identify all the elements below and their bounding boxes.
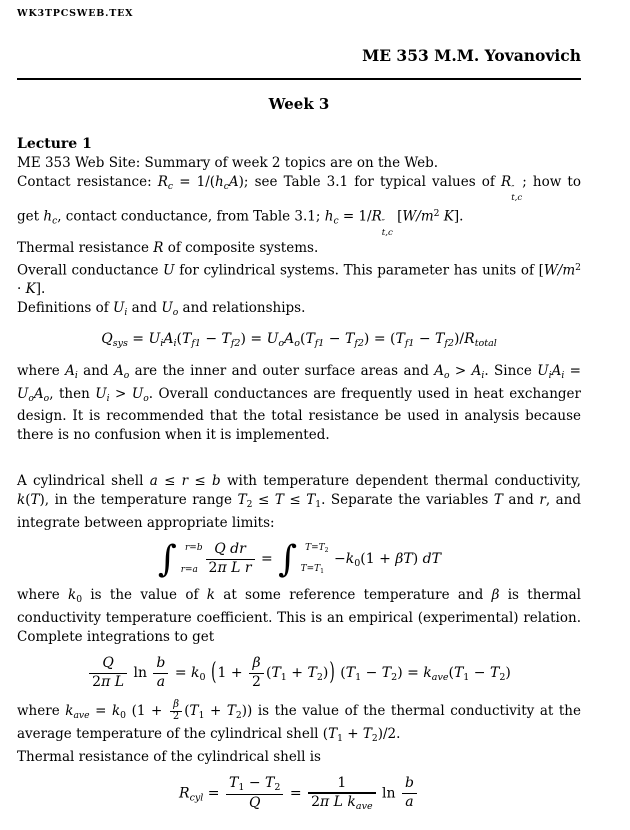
fraction	[249, 655, 264, 691]
text-run: −	[469, 665, 490, 682]
text-run: )	[412, 551, 423, 568]
superscript: 2	[575, 261, 581, 273]
paragraph-where-areas	[17, 362, 581, 446]
math-variable: U	[95, 385, 107, 402]
text-run: =	[256, 551, 278, 568]
text-run: −	[324, 331, 345, 348]
subscript: f2	[444, 337, 454, 349]
text-run: >	[109, 385, 132, 402]
math-variable: π L k	[320, 793, 356, 810]
text-run: )	[322, 665, 329, 682]
paragraph-web-site	[17, 154, 581, 173]
big-paren: (	[211, 658, 217, 687]
subscript: 1	[320, 567, 325, 575]
text-run: . Overall conductances are frequently used in heat exchanger design. It is recommended that the total resistance be used in analysis because there is no confusion when it is implemented.	[17, 385, 581, 444]
math-variable: T	[228, 774, 239, 791]
math-variable: T	[271, 665, 281, 682]
superscript: 2	[433, 208, 440, 220]
math-variable: W/m	[402, 208, 434, 225]
math-variable: T	[181, 331, 192, 348]
math-variable: t,c	[511, 193, 523, 204]
subscript: i	[481, 369, 485, 381]
math-variable: T	[328, 726, 338, 743]
math-variable: A	[65, 362, 75, 379]
integral-icon: ∫	[278, 536, 298, 580]
subscript: i	[74, 369, 78, 381]
math-variable: R	[179, 785, 190, 802]
filename-watermark: WK3TPCSWEB.TEX	[17, 8, 134, 19]
math-variable: T	[345, 331, 355, 348]
text-run: >	[449, 362, 472, 379]
text-run: =	[127, 331, 149, 348]
subscript: f2	[230, 337, 241, 349]
text-run: ≤	[283, 492, 307, 509]
fraction-numerator	[334, 775, 349, 793]
math-variable: a	[405, 794, 414, 811]
text-run: ≤	[157, 473, 182, 490]
course-author-header: ME 353 M.M. Yovanovich	[362, 46, 581, 65]
text-run: . Separate the variables	[321, 492, 494, 509]
text-run: where	[17, 587, 68, 604]
subscript: c	[167, 180, 174, 192]
math-variable: T	[381, 665, 392, 682]
math-variable: r	[539, 492, 546, 509]
fraction-denominator	[154, 674, 168, 692]
text-run: ; how to get	[17, 174, 581, 225]
subscript: sys	[112, 337, 128, 349]
text-run: 2	[172, 711, 180, 723]
math-variable: r	[185, 543, 190, 554]
integral-lower-limit	[296, 565, 328, 575]
math-variable: h	[215, 174, 224, 190]
text-run: where	[17, 362, 66, 379]
math-variable: Q dr	[214, 541, 246, 558]
subscript: 2	[371, 732, 378, 744]
text-run: )/	[453, 331, 465, 348]
subscript: i	[173, 337, 177, 349]
integral-icon: ∫	[158, 536, 178, 580]
text-run: Thermal resistance of the cylindrical shell is	[17, 748, 321, 765]
math-variable: U	[266, 331, 279, 348]
text-run: =	[306, 563, 315, 574]
math-variable: a	[149, 473, 158, 490]
text-run: ·	[17, 281, 26, 298]
math-variable: β	[491, 587, 500, 604]
math-variable: T	[226, 703, 236, 720]
fraction-denominator	[249, 674, 264, 692]
text-run: and	[502, 492, 540, 509]
equation-rcyl	[17, 775, 581, 812]
subscript: ave	[73, 710, 90, 722]
subscript: o	[294, 337, 300, 349]
math-variable: U	[17, 385, 29, 402]
text-run: of composite systems.	[163, 239, 319, 256]
subscript: 2	[274, 781, 281, 793]
text-run: −	[361, 665, 382, 682]
text-run: (1 +	[360, 551, 396, 568]
subscript: ave	[355, 800, 373, 812]
math-variable: R	[153, 239, 164, 256]
math-variable: k	[423, 665, 432, 682]
text-run: Definitions of	[17, 300, 114, 317]
text-run: (1 +	[126, 703, 168, 720]
math-variable: h	[324, 208, 334, 225]
subscript: 1	[280, 672, 287, 684]
text-run: (	[335, 665, 346, 682]
text-run: +	[286, 665, 308, 682]
subscript: total	[474, 337, 497, 349]
text-run: with temperature dependent thermal conductivity,	[220, 473, 581, 490]
math-variable: k	[65, 703, 74, 720]
math-variable: T	[306, 492, 316, 509]
header-rule	[17, 78, 581, 80]
text-run: [	[392, 208, 403, 225]
subscript: i	[160, 337, 164, 349]
fraction-numerator	[153, 655, 168, 673]
math-variable: A	[163, 331, 174, 348]
math-variable: T	[318, 543, 325, 554]
subscript: 2	[499, 672, 506, 684]
math-variable: k	[345, 551, 355, 568]
text-run: −	[329, 551, 346, 568]
paragraph-definitions	[17, 299, 581, 322]
math-variable: r	[180, 564, 185, 575]
math-variable: π L	[101, 673, 125, 690]
math-variable: U	[163, 262, 175, 279]
fraction-numerator	[402, 775, 417, 793]
math-variable: U	[113, 300, 125, 317]
text-run: = 1/(	[173, 174, 216, 190]
math-variable: t,c	[381, 228, 393, 239]
subscript: 2	[316, 672, 323, 684]
integral-lower-limit	[176, 566, 203, 575]
math-variable: T	[274, 492, 284, 509]
fraction	[206, 541, 255, 577]
math-variable: T	[395, 331, 405, 348]
text-run: (	[299, 331, 306, 348]
subscript: f1	[314, 337, 325, 349]
math-variable: T	[305, 543, 312, 554]
math-variable: β	[173, 699, 179, 711]
fraction-numerator	[211, 541, 249, 559]
text-run: ″	[381, 218, 386, 229]
text-run: and relationships.	[178, 300, 306, 317]
subscript: o	[143, 392, 149, 404]
math-variable: a	[156, 673, 166, 690]
text-run: . Since	[484, 362, 538, 379]
text-run: )	[505, 665, 511, 682]
fraction-denominator	[206, 560, 255, 578]
math-variable: T	[489, 665, 500, 682]
text-run: Overall conductance	[17, 262, 164, 279]
math-variable: A	[113, 362, 124, 379]
subscript: 2	[235, 710, 242, 722]
math-variable: R	[464, 331, 475, 348]
math-variable: T	[345, 665, 356, 682]
math-variable: A	[434, 362, 444, 379]
text-run: 1 +	[217, 665, 248, 682]
subscript: 2	[324, 546, 329, 554]
fraction-denominator	[170, 712, 182, 723]
fraction-denominator	[402, 794, 416, 812]
fraction	[308, 775, 376, 812]
math-variable: T	[493, 492, 503, 509]
integral	[158, 536, 203, 580]
equation-overall-conductance	[17, 330, 581, 353]
text-run: +	[342, 726, 363, 743]
text-run: , and integrate between appropriate limits:	[17, 492, 582, 532]
subscript: c	[52, 215, 58, 227]
subscript: i	[561, 369, 565, 381]
math-variable: k	[191, 665, 200, 682]
week-title: Week 3	[268, 95, 330, 113]
text-run: ) = (	[363, 331, 396, 348]
text-run: 2	[252, 673, 261, 690]
text-run: 2	[311, 793, 320, 810]
text-run: =	[184, 564, 193, 575]
fraction-denominator	[246, 795, 263, 813]
math-variable: K	[439, 208, 454, 225]
math-variable: k	[17, 492, 26, 509]
math-variable: π L r	[217, 559, 252, 576]
math-variable: A	[33, 385, 44, 402]
sup-sub-stack	[382, 219, 393, 238]
text-run: 1	[337, 774, 347, 791]
math-variable: r	[181, 473, 189, 490]
text-run: (	[265, 665, 272, 682]
subscript: 0	[76, 594, 83, 606]
text-run: =	[89, 703, 112, 720]
subscript: 2	[391, 672, 398, 684]
integral	[278, 536, 329, 580]
integral-upper-limit	[185, 544, 203, 553]
text-run: )) is the value of the thermal conductivity at the average temperature of the cylindrical shell (	[17, 703, 581, 743]
subscript: o	[123, 369, 130, 381]
text-run: ln	[129, 665, 152, 682]
fraction	[170, 700, 182, 723]
math-variable: U	[537, 362, 549, 379]
text-run: ) =	[397, 665, 424, 682]
math-variable: T	[307, 665, 317, 682]
big-paren: )	[329, 658, 335, 687]
paragraph-overall-conductance	[17, 258, 581, 300]
text-run: (	[184, 703, 190, 720]
fraction-numerator	[170, 700, 182, 711]
text-run: , contact conductance, from Table 3.1;	[57, 208, 325, 225]
fraction-numerator	[226, 775, 283, 794]
math-variable: T	[435, 331, 445, 348]
math-variable: A	[551, 362, 562, 379]
subscript: 1	[355, 672, 362, 684]
text-run: ); see Table 3.1 for typical values of	[238, 174, 502, 190]
subscript: 0	[120, 710, 127, 722]
math-variable: T	[305, 331, 315, 348]
subscript: 1	[198, 710, 205, 722]
text-run: for cylindrical systems. This parameter has units of [	[174, 262, 544, 279]
subscript: i	[124, 307, 128, 319]
text-run: ].	[35, 281, 46, 298]
text-run: Thermal resistance	[17, 239, 154, 256]
math-variable: b	[196, 543, 203, 554]
text-run: 2	[92, 673, 102, 690]
subscript: 0	[199, 672, 206, 684]
text-run: (	[448, 665, 454, 682]
sup-sub-stack	[511, 185, 522, 204]
subscript: i	[548, 369, 552, 381]
subscript: o	[28, 392, 34, 404]
math-variable: A	[471, 362, 482, 379]
subscript: o	[43, 392, 50, 404]
integral-upper-limit	[305, 544, 328, 554]
text-run: ME 353 Web Site: Summary of week 2 topics are on the Web.	[17, 155, 439, 171]
text-run: where	[17, 703, 66, 720]
text-run: −	[414, 331, 436, 348]
text-run: , then	[49, 385, 96, 402]
math-variable: T	[30, 492, 40, 509]
subscript: 0	[354, 558, 361, 570]
math-variable: b	[404, 775, 414, 792]
subscript: f1	[404, 337, 415, 349]
math-variable: k	[206, 587, 215, 604]
text-run: are the inner and outer surface areas and	[129, 362, 435, 379]
integral-limits	[298, 544, 328, 574]
math-variable: U	[131, 385, 144, 402]
math-variable: U	[161, 300, 173, 317]
paragraph-thermal-resistance-shell	[17, 748, 581, 767]
subscript	[382, 229, 393, 239]
lecture-heading: Lecture 1	[17, 136, 92, 152]
text-run: A cylindrical shell	[17, 473, 150, 490]
paragraph-thermal-resistance	[17, 239, 581, 258]
math-variable: R	[501, 174, 512, 190]
math-variable: βT	[395, 551, 413, 568]
subscript: 1	[315, 499, 322, 511]
text-run: ) =	[240, 331, 267, 348]
subscript: cyl	[189, 792, 204, 804]
text-run: =	[311, 543, 319, 554]
text-run: ln	[377, 785, 400, 802]
text-run: +	[204, 703, 227, 720]
fraction-denominator	[308, 794, 376, 813]
text-run: )/2.	[377, 726, 401, 743]
subscript: o	[444, 369, 450, 381]
math-variable: Q	[101, 331, 113, 348]
paragraph-where-k0	[17, 586, 581, 647]
paragraph-cylindrical-shell	[17, 472, 581, 533]
fraction-denominator	[89, 674, 127, 692]
fraction	[153, 655, 168, 691]
math-variable: A	[284, 331, 295, 348]
subscript: c	[333, 215, 339, 227]
text-run: =	[564, 362, 581, 379]
subscript: 1	[337, 732, 343, 744]
math-variable: a	[192, 564, 198, 575]
fraction-numerator	[99, 655, 116, 673]
math-variable: T	[453, 665, 464, 682]
math-variable: T	[189, 703, 199, 720]
equation-integrated-result	[17, 655, 581, 691]
math-variable: b	[212, 473, 221, 490]
text-run: is thermal conductivity temperature coefficient. This is an empirical (experimental) relation. Complete integrations to get	[17, 587, 581, 646]
math-variable: R	[371, 208, 382, 225]
math-variable: T	[362, 726, 372, 743]
paragraph-contact-resistance	[17, 173, 581, 239]
fraction	[89, 655, 127, 691]
math-variable: k	[111, 703, 121, 720]
math-variable: U	[148, 331, 161, 348]
math-variable: b	[156, 655, 166, 672]
text-run: ≤	[188, 473, 213, 490]
text-run: Contact resistance:	[17, 174, 158, 190]
math-variable: A	[228, 174, 239, 190]
fraction	[226, 775, 283, 812]
math-variable: Q	[248, 794, 261, 811]
text-run: ″	[511, 183, 515, 194]
subscript: 1	[463, 672, 470, 684]
subscript: f2	[354, 337, 364, 349]
math-variable: T	[265, 774, 275, 791]
equation-integral-limits	[17, 536, 581, 580]
text-run: (	[176, 331, 182, 348]
subscript: o	[278, 337, 285, 349]
integral-limits	[178, 544, 203, 574]
fraction	[402, 775, 417, 811]
math-variable: Q	[102, 655, 114, 672]
text-run: ≤	[252, 492, 275, 509]
subscript: f1	[191, 337, 201, 349]
math-variable: T	[221, 331, 231, 348]
text-run: =	[170, 665, 192, 682]
subscript: i	[106, 392, 110, 404]
math-variable: β	[252, 655, 261, 672]
text-run: and	[127, 300, 162, 317]
math-variable: T	[300, 563, 307, 574]
math-variable: T	[237, 492, 247, 509]
text-run: =	[189, 543, 197, 554]
text-run: ].	[453, 208, 464, 225]
math-variable: W/m	[543, 262, 576, 279]
math-variable: dT	[422, 551, 441, 568]
math-variable: K	[25, 281, 36, 298]
text-run: = 1/	[338, 208, 372, 225]
text-run: −	[200, 331, 222, 348]
subscript: o	[172, 307, 179, 319]
math-variable: k	[68, 587, 77, 604]
text-run: (	[25, 492, 31, 509]
math-variable: h	[43, 208, 53, 225]
math-variable: T	[314, 563, 321, 574]
text-run: 2	[208, 559, 218, 576]
paragraph-where-kave	[17, 700, 581, 748]
text-run: at some reference temperature and	[214, 587, 492, 604]
subscript: 1	[238, 781, 245, 793]
text-run: is the value of	[82, 587, 207, 604]
text-run: −	[244, 774, 266, 791]
subscript: ave	[431, 672, 449, 684]
text-run: =	[285, 785, 307, 802]
text-run: and	[77, 362, 114, 379]
subscript: 2	[246, 499, 253, 511]
subscript	[511, 194, 522, 204]
text-run: ), in the temperature range	[39, 492, 238, 509]
text-run: =	[203, 785, 224, 802]
subscript: c	[223, 180, 229, 192]
math-variable: R	[157, 174, 168, 190]
fraction-numerator	[249, 655, 263, 673]
